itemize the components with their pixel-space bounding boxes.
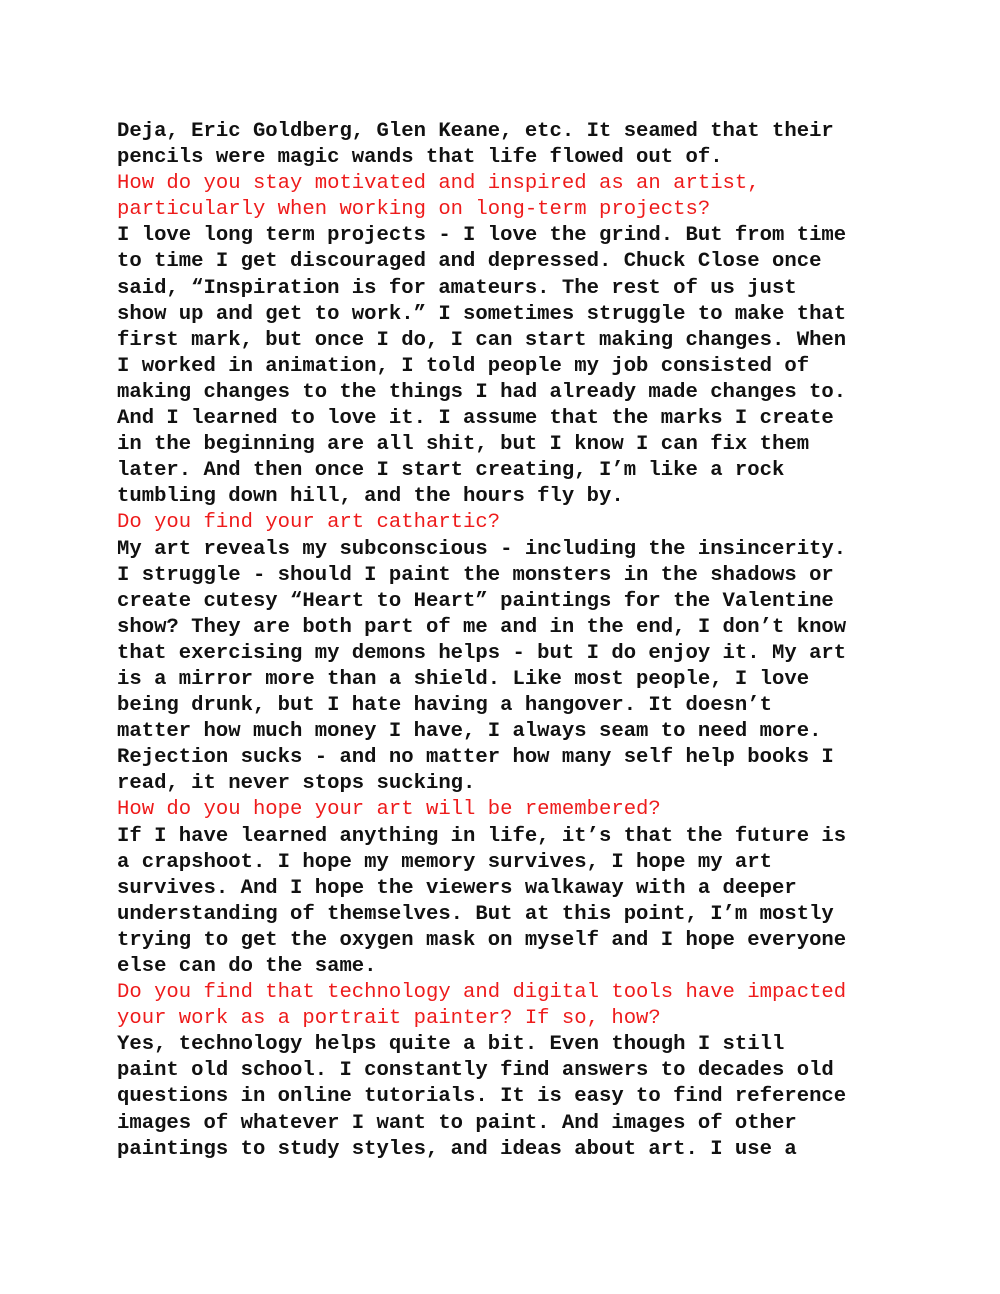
question-line: Do you find your art cathartic? (117, 511, 501, 535)
answer-paragraph (117, 824, 887, 981)
question-heading (117, 171, 887, 223)
question-line: your work as a portrait painter? If so, how? (117, 1007, 661, 1031)
text-line: I love long term projects - I love the grind. But from time (117, 224, 847, 248)
text-line: trying to get the oxygen mask on myself and I hope everyone (117, 928, 847, 952)
text-line: images of whatever I want to paint. And images of other (117, 1111, 797, 1135)
text-line: making changes to the things I had already made changes to. (117, 380, 847, 404)
text-line: paintings to study styles, and ideas about art. I use a (117, 1137, 797, 1161)
text-line: tumbling down hill, and the hours fly by. (117, 485, 624, 509)
text-line: read, it never stops sucking. (117, 772, 476, 796)
text-line: understanding of themselves. But at this point, I’m mostly (117, 902, 834, 926)
text-line: My art reveals my subconscious - including the insincerity. (117, 537, 847, 561)
text-line: that exercising my demons helps - but I do enjoy it. My art (117, 641, 847, 665)
text-line: matter how much money I have, I always seam to need more. (117, 720, 822, 744)
text-line: else can do the same. (117, 955, 377, 978)
question-line: particularly when working on long-term projects? (117, 198, 711, 222)
question-line: How do you stay motivated and inspired as an artist, (117, 172, 760, 196)
answer-paragraph (117, 223, 887, 510)
question-heading (117, 510, 887, 536)
text-line: paint old school. I constantly find answers to decades old (117, 1059, 834, 1083)
text-line: survives. And I hope the viewers walkaway with a deeper (117, 876, 797, 900)
text-line: questions in online tutorials. It is easy to find reference (117, 1085, 847, 1109)
interview-text (117, 119, 887, 1163)
text-line: Rejection sucks - and no matter how many self help books I (117, 746, 834, 770)
question-heading (117, 797, 887, 823)
question-heading (117, 980, 887, 1032)
text-line: to time I get discouraged and depressed. Chuck Close once (117, 250, 822, 274)
text-line: I worked in animation, I told people my job consisted of (117, 354, 810, 378)
text-line: pencils were magic wands that life flowed out of. (117, 146, 723, 170)
text-line: a crapshoot. I hope my memory survives, I hope my art (117, 850, 772, 874)
answer-paragraph (117, 537, 887, 798)
text-line: said, “Inspiration is for amateurs. The rest of us just (117, 276, 797, 300)
text-line: is a mirror more than a shield. Like most people, I love (117, 667, 810, 691)
text-line: later. And then once I start creating, I’m like a rock (117, 459, 785, 483)
text-line: Deja, Eric Goldberg, Glen Keane, etc. It seamed that their (117, 120, 834, 143)
question-line: How do you hope your art will be remembered? (117, 798, 661, 822)
text-line: being drunk, but I hate having a hangover. It doesn’t (117, 694, 772, 718)
text-line: show up and get to work.” I sometimes struggle to make that (117, 302, 847, 326)
text-line: create cutesy “Heart to Heart” paintings for the Valentine (117, 589, 834, 613)
text-line: Yes, technology helps quite a bit. Even though I still (117, 1033, 785, 1057)
text-line: show? They are both part of me and in the end, I don’t know (117, 615, 847, 639)
text-line: If I have learned anything in life, it’s that the future is (117, 824, 847, 848)
question-line: Do you find that technology and digital tools have impacted (117, 981, 847, 1005)
text-line: first mark, but once I do, I can start making changes. When (117, 328, 847, 352)
text-line: in the beginning are all shit, but I know I can fix them (117, 433, 810, 457)
text-line: I struggle - should I paint the monsters in the shadows or (117, 563, 834, 587)
answer-paragraph (117, 1032, 887, 1162)
answer-paragraph (117, 119, 887, 171)
text-line: And I learned to love it. I assume that the marks I create (117, 407, 834, 431)
